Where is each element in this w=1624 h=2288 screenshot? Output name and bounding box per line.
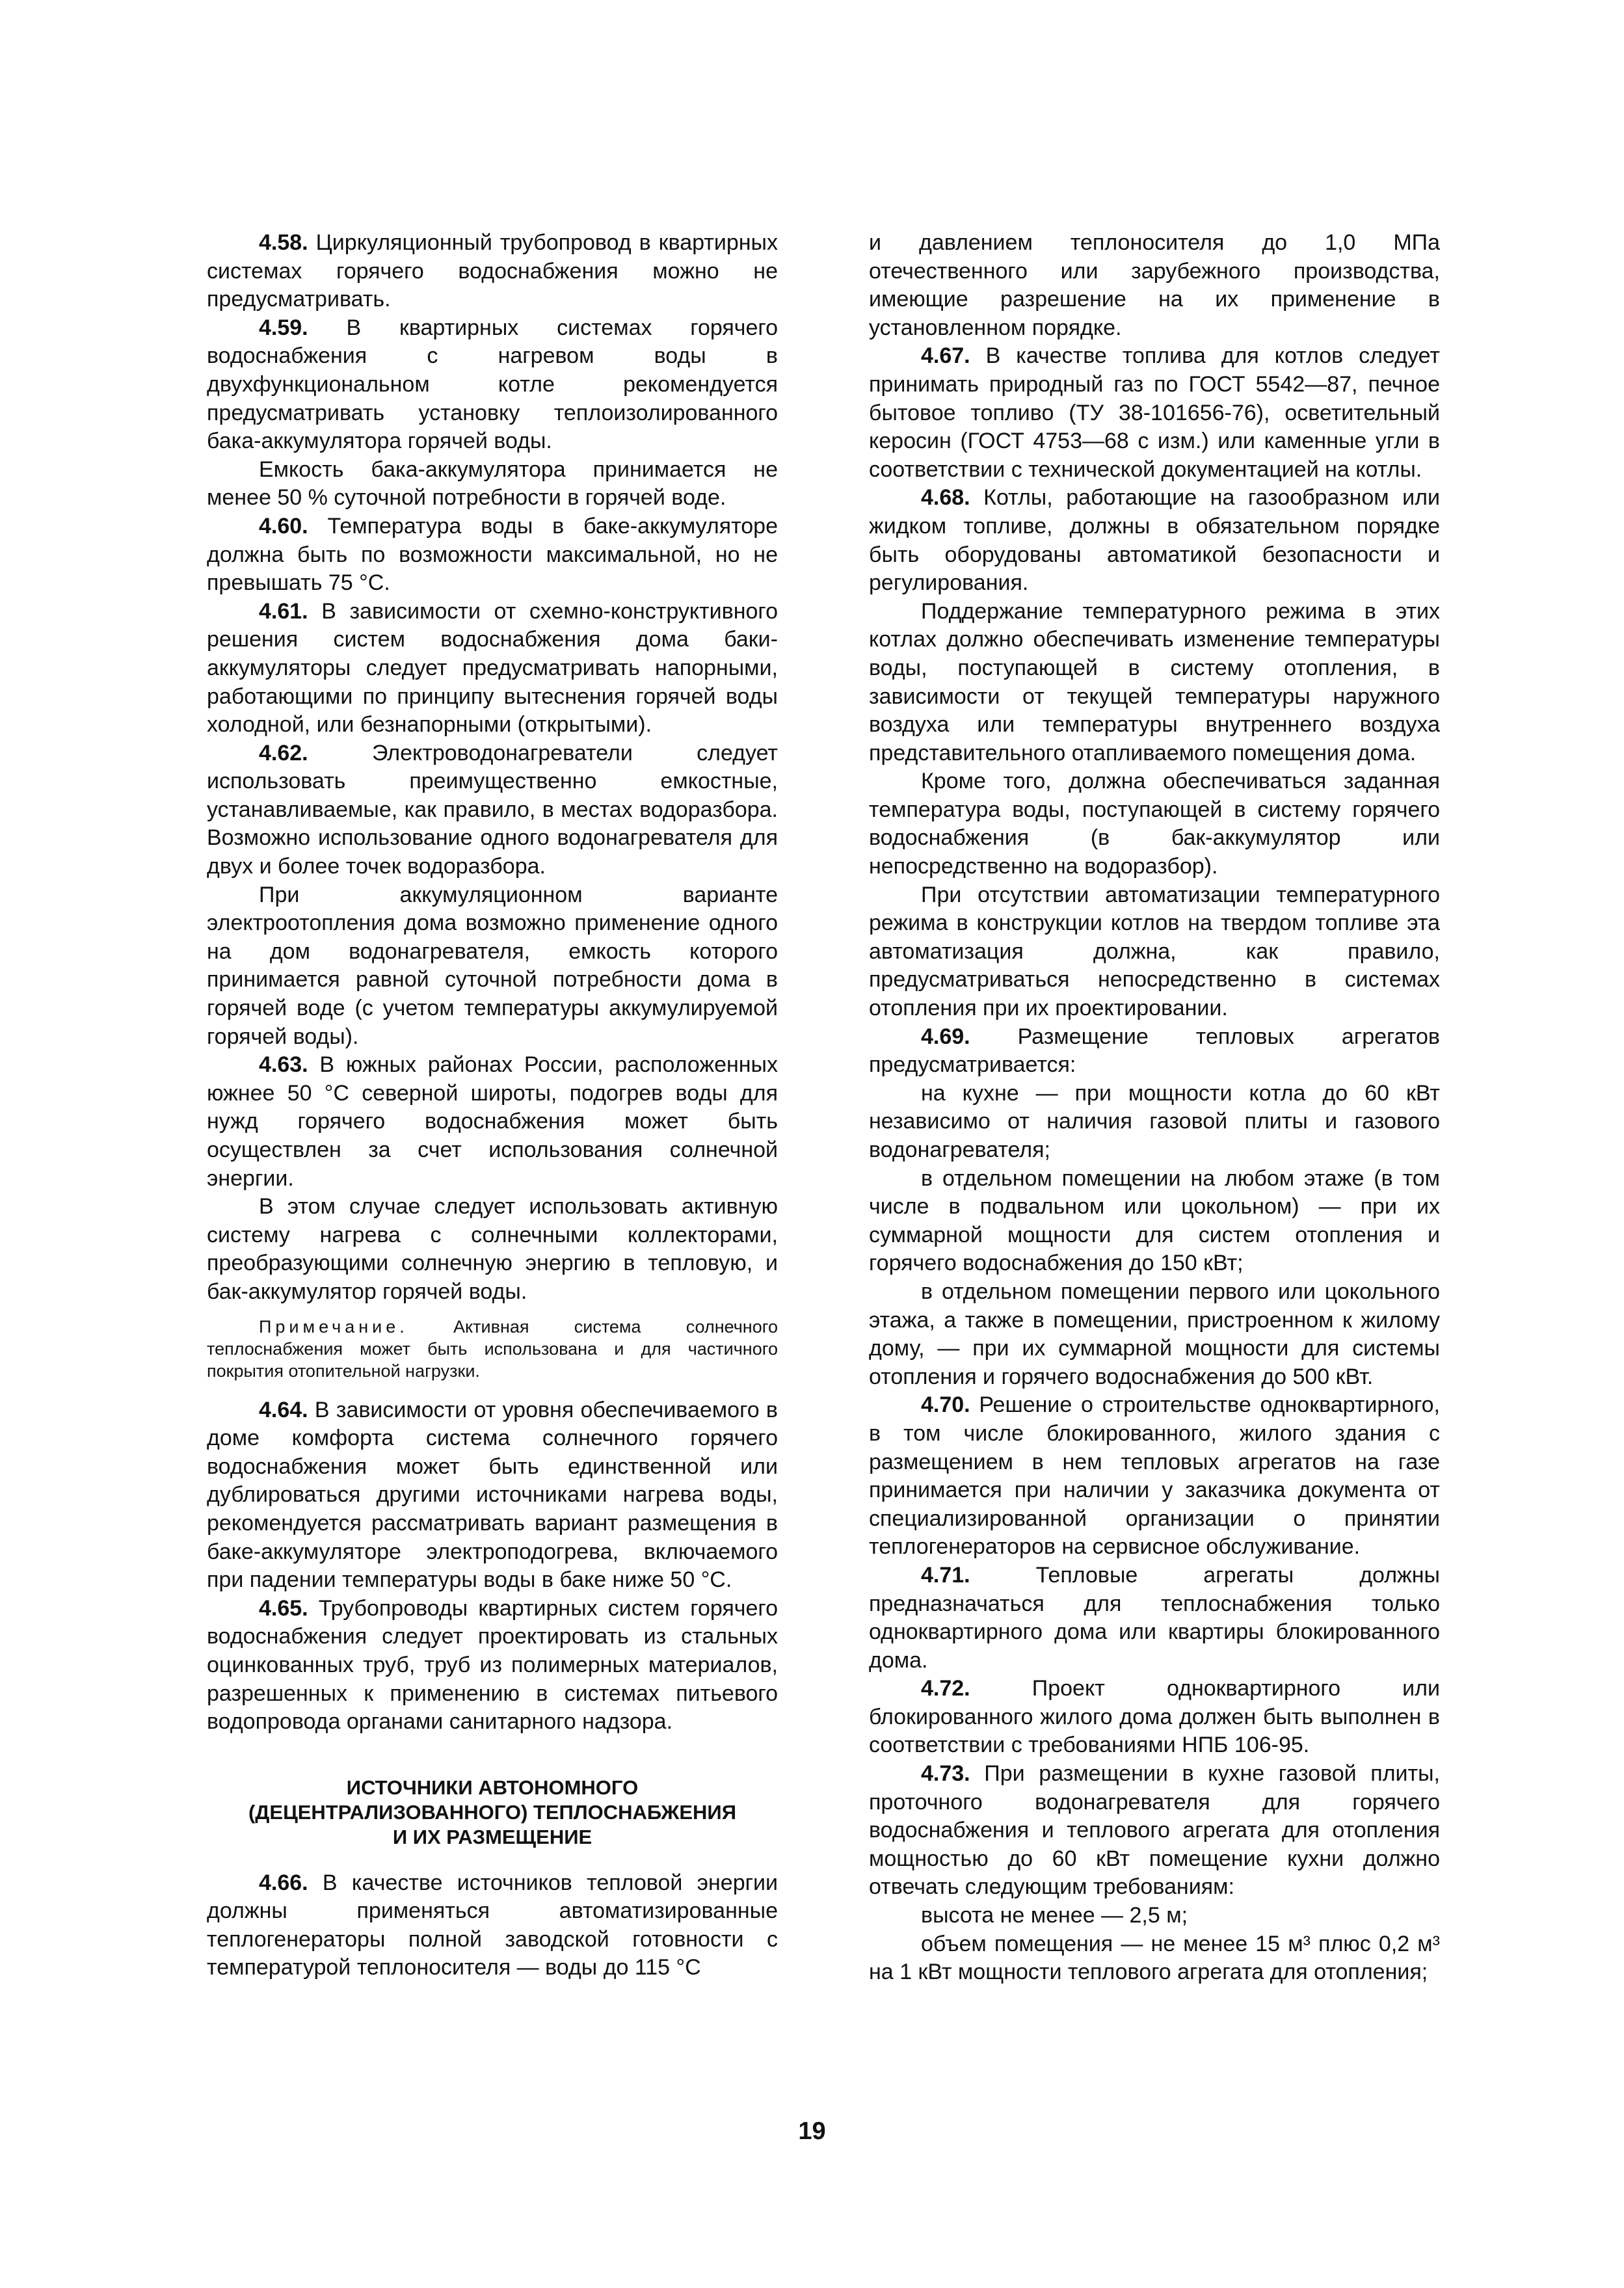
clause-text: Размещение тепловых агрегатов предусматривается: [869, 1024, 1440, 1078]
clause-number: 4.59. [259, 315, 308, 340]
section-heading [207, 1776, 778, 1850]
list-item: на кухне — при мощности котла до 60 кВт независимо от наличия газовой плиты и газового водонагревателя; [869, 1080, 1440, 1162]
right-column [869, 229, 1440, 1987]
paragraph: При отсутствии автоматизации температурного режима в конструкции котлов на твердом топливе эта автоматизация должна, как правило, предусматриваться непосредственно в системах отопления при их проектировании. [869, 882, 1440, 1021]
clause-4-62 [207, 739, 778, 881]
paragraph: Поддержание температурного режима в этих котлах должно обеспечивать изменение температуры воды, поступающей в систему отопления, в зависимости от текущей температуры наружного воздуха или температуры внутреннего воздуха представительного отапливаемого помещения дома. [869, 598, 1440, 765]
clause-4-73 [869, 1760, 1440, 1902]
list-item: в отдельном помещении на любом этаже (в том числе в подвальном или цокольном) — при их суммарной мощности для систем отопления и горячего водоснабжения до 150 кВт; [869, 1165, 1440, 1276]
paragraph: Кроме того, должна обеспечиваться заданная температура воды, поступающей в систему горячего водоснабжения (в бак-аккумулятор или непосредственно на водоразбор). [869, 769, 1440, 879]
clause-number: 4.72. [921, 1676, 970, 1701]
clause-number: 4.67. [921, 343, 970, 369]
clause-number: 4.65. [259, 1595, 308, 1621]
clause-text: В зависимости от уровня обеспечиваемого в доме комфорта система солнечного горячего водоснабжения может быть единственной или дублироваться другими источниками нагрева воды, рекомендуется рассматривать вариант размещения в баке-аккумуляторе электроподогрева, включаемого при падении температуры воды в баке ниже 50 °С. [207, 1397, 778, 1593]
heading-line: И ИХ РАЗМЕЩЕНИЕ [392, 1825, 592, 1848]
clause-number: 4.68. [921, 485, 970, 511]
clause-4-70 [869, 1391, 1440, 1562]
note-text: Активная система солнечного теплоснабжения может быть использована и для частичного покрытия отопительной нагрузки. [207, 1316, 778, 1381]
clause-4-61 [207, 598, 778, 739]
clause-text: В качестве топлива для котлов следует принимать природный газ по ГОСТ 5542—87, печное бытовое топливо (ТУ 38-101656-76), осветительный керосин (ГОСТ 4753—68 с изм.) или каменные угли в соответствии с технической документацией на котлы. [869, 343, 1440, 482]
clause-text: Тепловые агрегаты должны предназначаться для теплоснабжения только одноквартирного дома или квартиры блокированного дома. [869, 1562, 1440, 1673]
clause-4-67 [869, 342, 1440, 484]
clause-number: 4.64. [259, 1397, 308, 1422]
clause-number: 4.71. [921, 1562, 970, 1588]
heading-line: (ДЕЦЕНТРАЛИЗОВАННОГО) ТЕПЛОСНАБЖЕНИЯ [248, 1800, 736, 1824]
note [207, 1316, 778, 1382]
clause-4-65 [207, 1595, 778, 1736]
clause-text: Решение о строительстве одноквартирного, в том числе блокированного, жилого здания с размещением в нем тепловых агрегатов на газе принимается при наличии у заказчика документа от специализированной организации о принятии теплогенераторов на сервисное обслуживание. [869, 1392, 1440, 1560]
clause-text: В южных районах России, расположенных южнее 50 °С северной широты, подогрев воды для нужд горячего водоснабжения может быть осуществлен за счет использования солнечной энергии. [207, 1052, 778, 1191]
paragraph: Емкость бака-аккумулятора принимается не менее 50 % суточной потребности в горячей воде. [207, 457, 778, 511]
clause-4-64 [207, 1396, 778, 1595]
paragraph-continuation: и давлением теплоносителя до 1,0 МПа отечественного или зарубежного производства, имеющие разрешение на их применение в установленном порядке. [869, 230, 1440, 340]
clause-4-60 [207, 512, 778, 598]
page-number: 19 [798, 2118, 826, 2145]
clause-4-68 [869, 484, 1440, 597]
note-label: Примечание. [259, 1316, 408, 1337]
paragraph: При аккумуляционном варианте электроотопления дома возможно применение одного на дом водонагревателя, емкость которого принимается равной суточной потребности дома в горячей воде (с учетом температуры аккумулируемой горячей воды). [207, 882, 778, 1049]
clause-text: При размещении в кухне газовой плиты, проточного водонагревателя для горячего водоснабжения и теплового агрегата для отопления мощностью до 60 кВт помещение кухни должно отвечать следующим требованиям: [869, 1761, 1440, 1900]
clause-number: 4.70. [921, 1392, 970, 1418]
paragraph: В этом случае следует использовать активную систему нагрева с солнечными коллекторами, преобразующими солнечную энергию в тепловую, и бак-аккумулятор горячей воды. [207, 1194, 778, 1304]
left-column [207, 229, 778, 1982]
clause-4-58 [207, 229, 778, 314]
clause-number: 4.69. [921, 1024, 970, 1049]
clause-number: 4.60. [259, 513, 308, 539]
clause-text: Температура воды в баке-аккумуляторе должна быть по возможности максимальной, но не превышать 75 °С. [207, 513, 778, 596]
clause-text: Проект одноквартирного или блокированного жилого дома должен быть выполнен в соответствии с требованиями НПБ 106-95. [869, 1676, 1440, 1758]
clause-text: Трубопроводы квартирных систем горячего водоснабжения следует проектировать из стальных оцинкованных труб, труб из полимерных материалов, разрешенных к применению в системах питьевого водопровода органами санитарного надзора. [207, 1595, 778, 1735]
clause-text: Котлы, работающие на газообразном или жидком топливе, должны в обязательном порядке быть оборудованы автоматикой безопасности и регулирования. [869, 485, 1440, 596]
clause-4-72 [869, 1675, 1440, 1760]
clause-number: 4.63. [259, 1052, 308, 1078]
clause-4-71 [869, 1562, 1440, 1675]
clause-number: 4.61. [259, 598, 308, 624]
list-item: высота не менее — 2,5 м; [921, 1903, 1188, 1928]
clause-4-59 [207, 314, 778, 456]
clause-text: В качестве источников тепловой энергии должны применяться автоматизированные теплогенераторы полной заводской готовности с температурой теплоносителя — воды до 115 °С [207, 1870, 778, 1980]
clause-text: Циркуляционный трубопровод в квартирных системах горячего водоснабжения можно не предусматривать. [207, 230, 778, 312]
clause-4-69 [869, 1023, 1440, 1080]
list-item: объем помещения — не менее 15 м³ плюс 0,2 м³ на 1 кВт мощности теплового агрегата для отопления; [869, 1931, 1440, 1985]
clause-text: В зависимости от схемно-конструктивного решения систем водоснабжения дома баки-аккумуляторы следует предусматривать напорными, работающими по принципу вытеснения горячей воды холодной, или безнапорными (открытыми). [207, 598, 778, 738]
clause-text: Электроводонагреватели следует использовать преимущественно емкостные, устанавливаемые, как правило, в местах водоразбора. Возможно использование одного водонагревателя для двух и более точек водоразбора. [207, 740, 778, 879]
list-item: в отдельном помещении первого или цокольного этажа, а также в помещении, пристроенном к жилому дому, — при их суммарной мощности для системы отопления и горячего водоснабжения до 500 кВт. [869, 1279, 1440, 1389]
clause-4-66 [207, 1869, 778, 1982]
clause-text: В квартирных системах горячего водоснабжения с нагревом воды в двухфункциональном котле рекомендуется предусматривать установку теплоизолированного бака-аккумулятора горячей воды. [207, 315, 778, 454]
clause-number: 4.73. [921, 1761, 970, 1787]
clause-4-63 [207, 1051, 778, 1193]
heading-line: ИСТОЧНИКИ АВТОНОМНОГО [346, 1776, 639, 1799]
clause-number: 4.58. [259, 230, 308, 255]
clause-number: 4.66. [259, 1870, 308, 1895]
clause-number: 4.62. [259, 740, 308, 765]
